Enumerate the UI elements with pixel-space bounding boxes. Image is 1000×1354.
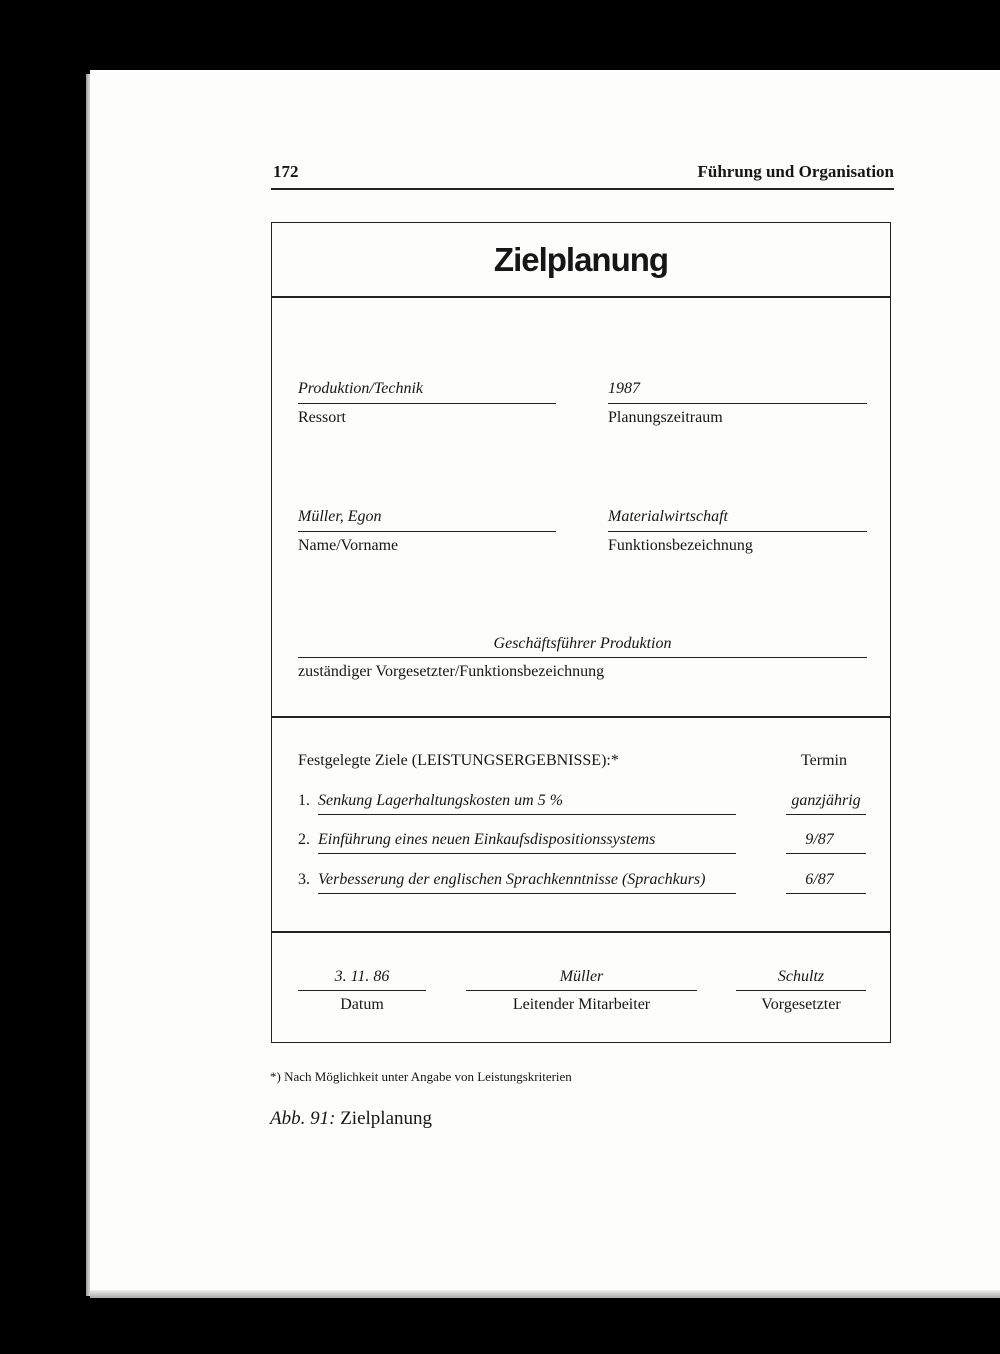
funktion-line [608, 531, 867, 532]
goal-text: Einführung eines neuen Einkaufsdispositionssystems [318, 831, 656, 848]
goal-termin: 9/87 [805, 831, 834, 848]
name-label: Name/Vorname [298, 537, 399, 554]
ressort-value: Produktion/Technik [298, 380, 424, 397]
page-bottom-edge [90, 1290, 1000, 1298]
goal-text: Senkung Lagerhaltungskosten um 5 % [318, 792, 564, 809]
page-number: 172 [273, 162, 299, 181]
caption-text: Zielplanung [340, 1108, 432, 1129]
mitarbeiter-value: Müller [559, 968, 604, 985]
planungszeitraum-value: 1987 [608, 380, 640, 397]
zielplanung-form [271, 222, 891, 1043]
header-rule [271, 188, 894, 190]
vorgesetzter-value: Geschäftsführer Produktion [493, 635, 672, 652]
planungszeitraum-line [608, 403, 867, 404]
goal-termin: ganzjährig [791, 792, 861, 809]
goal-line [318, 814, 736, 815]
termin-line [786, 853, 866, 854]
goal-line [318, 853, 736, 854]
vorgesetzter-signature-line [736, 990, 866, 991]
caption-prefix: Abb. 91: [270, 1108, 336, 1129]
goal-number: 1. [298, 792, 310, 809]
termin-line [786, 893, 866, 894]
section-divider [272, 931, 890, 933]
title-divider [272, 296, 890, 298]
name-line [298, 531, 556, 532]
mitarbeiter-label: Leitender Mitarbeiter [512, 996, 651, 1013]
vorgesetzter-label: zuständiger Vorgesetzter/Funktionsbezeichnung [298, 663, 605, 680]
funktion-value: Materialwirtschaft [608, 508, 728, 525]
form-title: Zielplanung [493, 241, 669, 278]
figure-caption [270, 1108, 432, 1130]
ressort-label: Ressort [298, 409, 346, 426]
vorgesetzter-signature-label: Vorgesetzter [761, 996, 841, 1013]
termin-heading: Termin [801, 752, 847, 769]
goal-text: Verbesserung der englischen Sprachkenntnisse (Sprachkurs) [318, 871, 706, 888]
planungszeitraum-label: Planungszeitraum [608, 409, 723, 426]
goal-number: 2. [298, 831, 310, 848]
datum-label: Datum [340, 996, 384, 1013]
funktion-label: Funktionsbezeichnung [608, 537, 753, 554]
goals-heading: Festgelegte Ziele (LEISTUNGSERGEBNISSE):* [298, 752, 619, 769]
datum-line [298, 990, 426, 991]
ressort-line [298, 403, 556, 404]
name-value: Müller, Egon [298, 508, 382, 525]
mitarbeiter-line [466, 990, 697, 991]
vorgesetzter-line [298, 657, 867, 658]
vorgesetzter-signature-value: Schultz [777, 968, 825, 985]
goal-line [318, 893, 736, 894]
running-title: Führung und Organisation [697, 162, 894, 181]
goal-termin: 6/87 [805, 871, 834, 888]
goal-number: 3. [298, 871, 310, 888]
datum-value: 3. 11. 86 [334, 968, 390, 985]
section-divider [272, 716, 890, 718]
termin-line [786, 814, 866, 815]
footnote: *) Nach Möglichkeit unter Angabe von Leistungskriterien [270, 1069, 572, 1084]
